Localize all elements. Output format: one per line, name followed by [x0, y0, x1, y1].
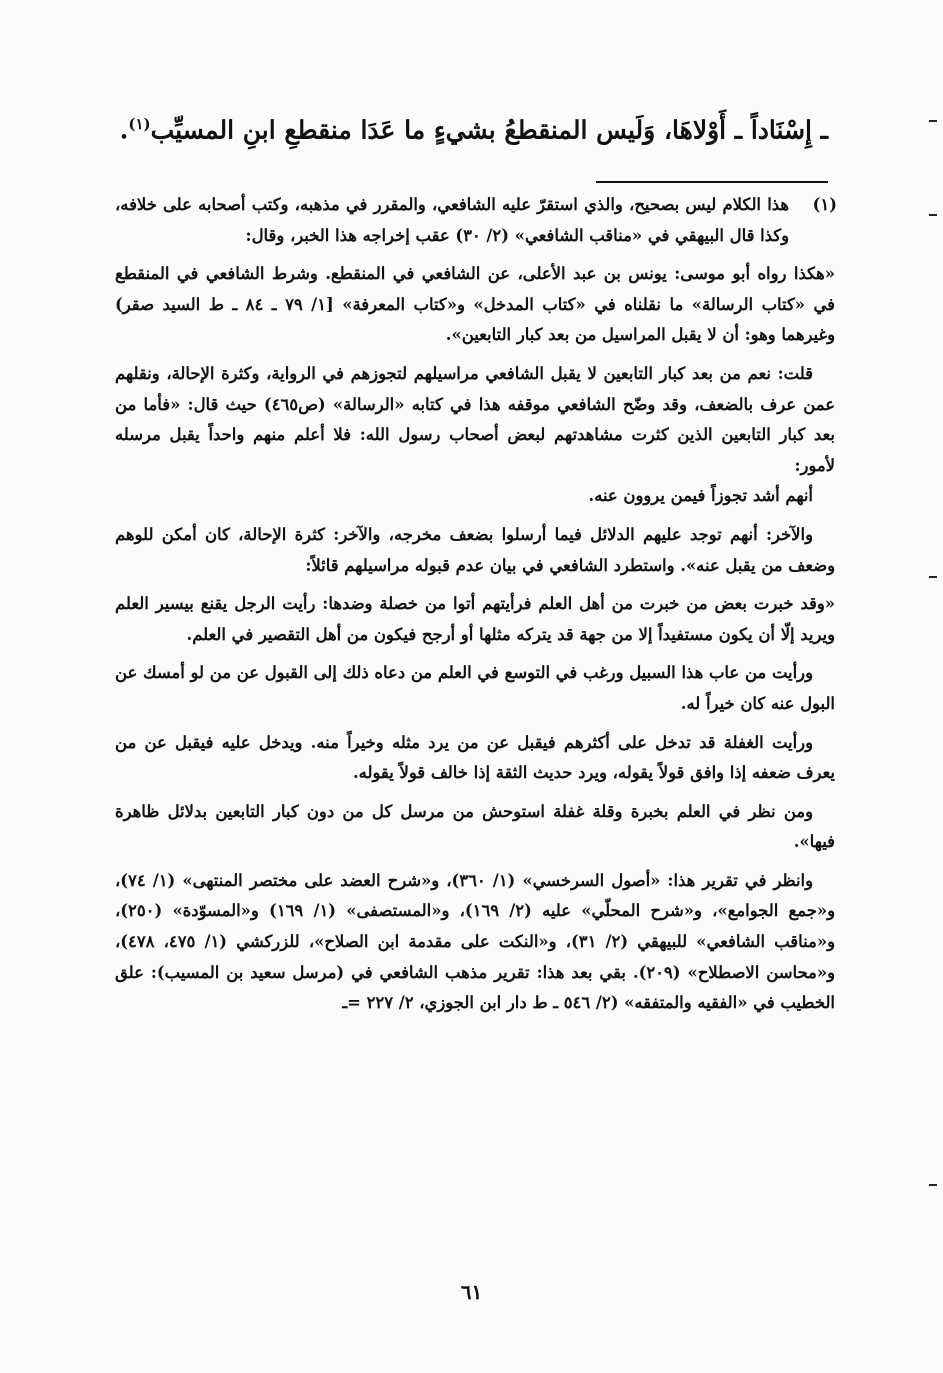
- page-number: ٦١: [460, 1280, 483, 1304]
- footnote-ref: (١): [128, 115, 151, 133]
- footnotes: [115, 190, 835, 1019]
- footnote-separator: [596, 181, 828, 183]
- main-text-end: .: [119, 115, 129, 145]
- footnote-paragraph: والآخر: أنهم توجد عليهم الدلائل فيما أرسلوا بضعف مخرجه، والآخر: كثرة الإحالة، كان أمكن للوهم وضعف من يقبل عنه». واستطرد الشافعي في بيان عدم قبوله مراسيلهم قائلاً:: [115, 524, 835, 575]
- footnote-number: (١): [812, 195, 837, 214]
- main-text-line: [108, 104, 828, 150]
- footnote-paragraph: ورأيت من عاب هذا السبيل ورغب في التوسع في العلم من دعاه ذلك إلى القبول عن من لو أمسك عن البول عنه كان خيراً له.: [115, 663, 835, 713]
- margin-tick: [929, 214, 937, 216]
- footnote-paragraph: أنهم أشد تجوزاً فيمن يروون عنه.: [588, 486, 813, 506]
- footnote-paragraph: «وقد خبرت بعض من خبرت من أهل العلم فرأيتهم أتوا من خصلة وضدها: رأيت الرجل يقنع بيسير العلم ويريد إلّا أن يكون مستفيداً إلا من جهة قد يتركه مثلها أو أرجح فيكون من أهل التقصير في العلم.: [115, 594, 835, 644]
- margin-tick: [929, 120, 937, 122]
- main-text: ـ إِسْنَاداً ـ أَوْلاهَا، وَلَيس المنقطعُ بشيءٍ ما عَدَا منقطعِ ابنِ المسيِّب: [150, 115, 828, 145]
- margin-tick: [929, 576, 937, 578]
- margin-tick: [929, 1184, 937, 1186]
- footnote-paragraph: «هكذا رواه أبو موسى: يونس بن عبد الأعلى، عن الشافعي في المنقطع. وشرط الشافعي في المنقطع في «كتاب الرسالة» ما نقلناه في «كتاب المدخل» و«كتاب المعرفة» [١/ ٧٩ ـ ٨٤ ـ ط السيد صقر) وغيرهما وهو: أن لا يقبل المراسيل من بعد كبار التابعين».: [115, 264, 835, 345]
- footnote-paragraph: ورأيت الغفلة قد تدخل على أكثرهم فيقبل عن من يرد مثله وخيراً منه. ويدخل عليه فيقبل عن من يعرف ضعفه إذا وافق قولاً يقوله، ويرد حديث الثقة إذا خالف قولاً يقوله.: [115, 732, 835, 783]
- footnote-paragraph: قلت: نعم من بعد كبار التابعين لا يقبل الشافعي مراسيلهم لتجوزهم في الرواية، وكثرة الإحالة، ونقلهم عمن عرف بالضعف، وقد وضّح الشافعي موقفه هذا في كتابه «الرسالة» (ص٤٦٥) حيث قال: «فأما من بعد كبار التابعين الذين كثرت مشاهدتهم لبعض أصحاب رسول الله: فلا أعلم منهم واحداً يقبل مرسله لأمور:: [115, 363, 835, 475]
- footnote-paragraph: وانظر في تقرير هذا: «أصول السرخسي» (١/ ٣٦٠)، و«شرح العضد على مختصر المنتهى» (١/ ٧٤)، و«جمع الجوامع»، و«شرح المحلّي» عليه (٢/ ١٦٩)، و«المستصفى» (١/ ١٦٩) و«المسوّدة» (٢٥٠)، و«مناقب الشافعي» للبيهقي (٢/ ٣١)، و«النكت على مقدمة ابن الصلاح»، للزركشي (١/ ٤٧٥، ٤٧٨)، و«محاسن الاصطلاح» (٢٠٩). بقي بعد هذا: تقرير مذهب الشافعي في (مرسل سعيد بن المسيب): علق الخطيب في «الفقيه والمتفقه» (٢/ ٥٤٦ ـ ط دار ابن الجوزي، ٢/ ٢٢٧ =ـ: [115, 870, 835, 1013]
- footnote-paragraph: هذا الكلام ليس بصحيح، والذي استقرّ عليه الشافعي، والمقرر في مذهبه، وكتب أصحابه على خلافه، وكذا قال البيهقي في «مناقب الشافعي» (٢/ ٣٠) عقب إخراجه هذا الخبر، وقال:: [115, 195, 789, 245]
- footnote-paragraph: ومن نظر في العلم بخبرة وقلة غفلة استوحش من مرسل كل من دون كبار التابعين بدلائل ظاهرة فيها».: [115, 801, 835, 852]
